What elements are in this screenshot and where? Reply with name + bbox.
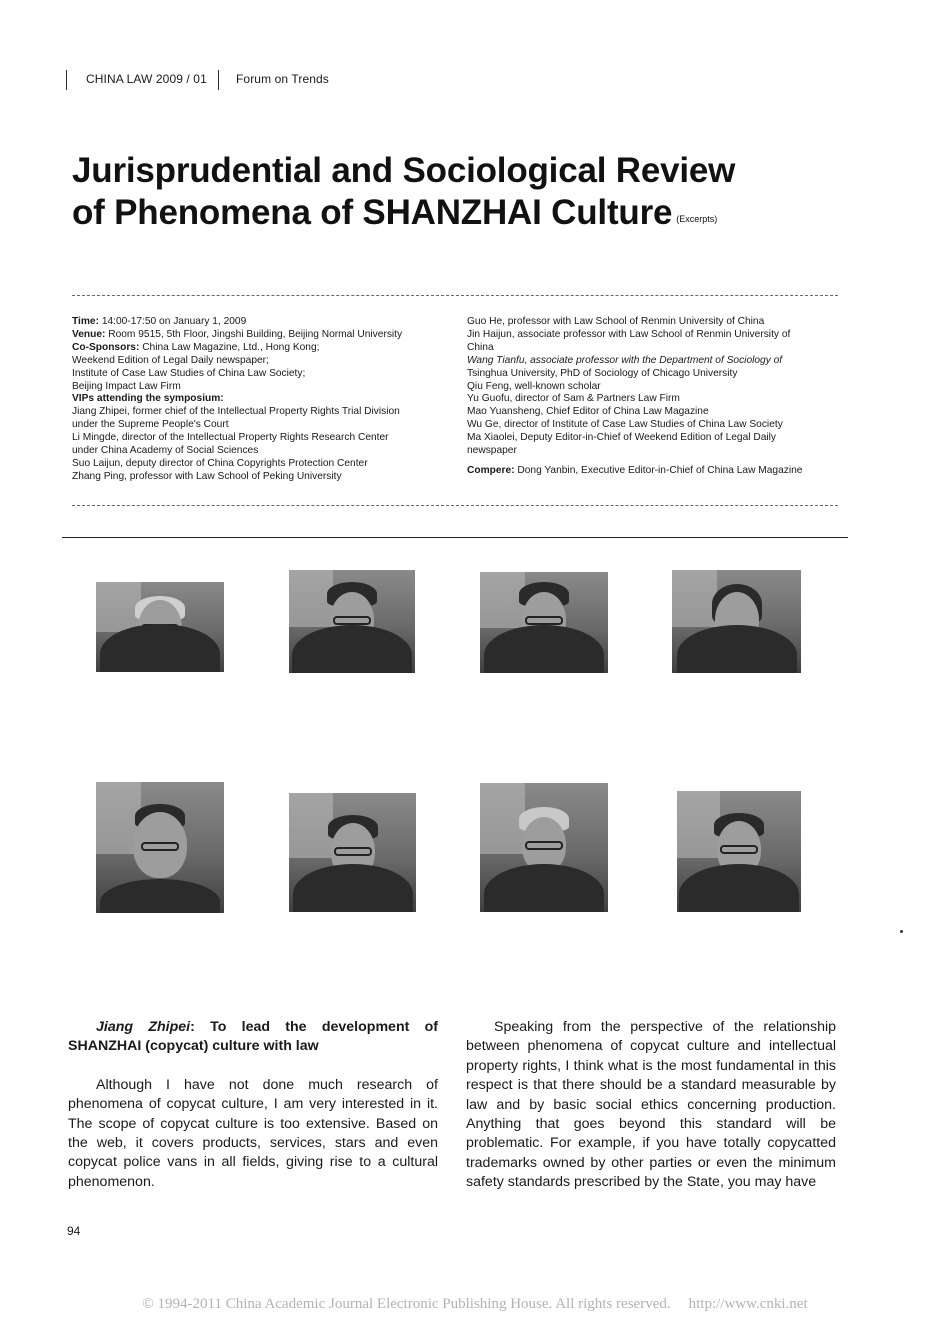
cosponsor-line: Beijing Impact Law Firm [72,380,181,392]
compere-label: Compere: [467,464,515,476]
vip-line: Guo He, professor with Law School of Renmin University of China [467,316,765,327]
body-paragraph: Speaking from the perspective of the relationship between phenomena of copycat culture and intellectual property rights, I think what is the most fundamental in this respect is that there should be a standard measurable by law and by basic social ethics concerning production. Anything that goes beyond this standard will be problematic. For example, if you have totally copycatted trademarks owned by other parties or even the minimum safety standards prescribed by the State, you may have [466,1019,836,1191]
participant-photo [480,572,608,673]
excerpts-note: (Excerpts) [676,214,718,224]
title-line-2 [72,192,872,240]
compere-value: Dong Yanbin, Executive Editor-in-Chief of China Law Magazine [514,464,803,476]
time-value: 14:00-17:50 on January 1, 2009 [99,316,247,327]
symposium-info-right [467,316,802,478]
vip-line: Qiu Feng, well-known scholar [467,380,601,392]
journal-issue: CHINA LAW 2009 / 01 [86,72,207,86]
scan-speck [900,930,903,933]
body-column-right [466,1018,836,1193]
article-title [72,150,872,240]
cosponsor-line: Weekend Edition of Legal Daily newspaper; [72,354,269,366]
copyright-footer [0,1296,950,1313]
participant-photo [289,793,416,912]
vip-line: Li Mingde, director of the Intellectual Property Rights Research Center [72,432,389,444]
participant-photo [677,791,801,912]
vip-line: newspaper [467,445,517,457]
symposium-info-left [72,316,402,484]
vips-label: VIPs attending the symposium: [72,393,224,405]
participant-photo [96,782,224,913]
vip-line: Jiang Zhipei, former chief of the Intellectual Property Rights Trial Division [72,406,400,418]
speaker-heading [68,1018,438,1057]
speaker-name: Jiang Zhipei [96,1019,191,1035]
participant-photo [480,783,608,912]
time-label: Time: [72,316,99,327]
vip-line: Mao Yuansheng, Chief Editor of China Law Magazine [467,406,709,418]
cosponsor-line: Institute of Case Law Studies of China Law Society; [72,367,306,379]
vip-line: Wu Ge, director of Institute of Case Law Studies of China Law Society [467,419,783,431]
copyright-text: © 1994-2011 China Academic Journal Electronic Publishing House. All rights reserved. [142,1296,671,1312]
participant-photo [289,570,415,673]
body-paragraph: Although I have not done much research of phenomena of copycat culture, I am very interested in it. The scope of copycat culture is too extensive. Based on the web, it covers products, services, stars and even copycat police vans in all fields, giving rise to a cultural phenomenon. [68,1076,438,1190]
venue-value: Room 9515, 5th Floor, Jingshi Building, Beijing Normal University [105,328,403,340]
vip-line: Suo Laijun, deputy director of China Copyrights Protection Center [72,457,368,469]
participant-photo [96,582,224,672]
vip-line: under the Supreme People's Court [72,419,229,431]
vip-line: Tsinghua University, PhD of Sociology of Chicago University [467,367,738,379]
venue-label: Venue: [72,328,106,340]
divider-top [72,295,838,296]
section-name: Forum on Trends [236,72,329,86]
vip-line: Wang Tianfu, associate professor with the Department of Sociology of [467,354,783,366]
header-divider [218,70,219,90]
divider-bottom [72,505,838,506]
vip-line: under China Academy of Social Sciences [72,445,259,457]
body-column-left [68,1018,438,1192]
vip-line: Yu Guofu, director of Sam & Partners Law Firm [467,393,680,405]
title-line-2-text: of Phenomena of SHANZHAI Culture [72,193,673,232]
vip-line: Zhang Ping, professor with Law School of Peking University [72,470,342,482]
title-line-1: Jurisprudential and Sociological Review [72,151,736,190]
heading-text: : To lead the development of SHANZHAI (copycat) culture with law [68,1019,438,1055]
footer-url[interactable]: http://www.cnki.net [688,1296,808,1312]
section-rule [62,537,848,538]
vip-line: Ma Xiaolei, Deputy Editor-in-Chief of Weekend Edition of Legal Daily [467,432,776,444]
cosponsors-label: Co-Sponsors: [72,341,140,353]
page-number: 94 [67,1224,81,1238]
participant-photo [672,570,801,673]
cosponsors-value: China Law Magazine, Ltd., Hong Kong; [139,341,320,353]
vip-line: China [467,341,494,353]
header-divider [66,70,67,90]
vip-line: Jin Haijun, associate professor with Law School of Renmin University of [467,328,791,340]
